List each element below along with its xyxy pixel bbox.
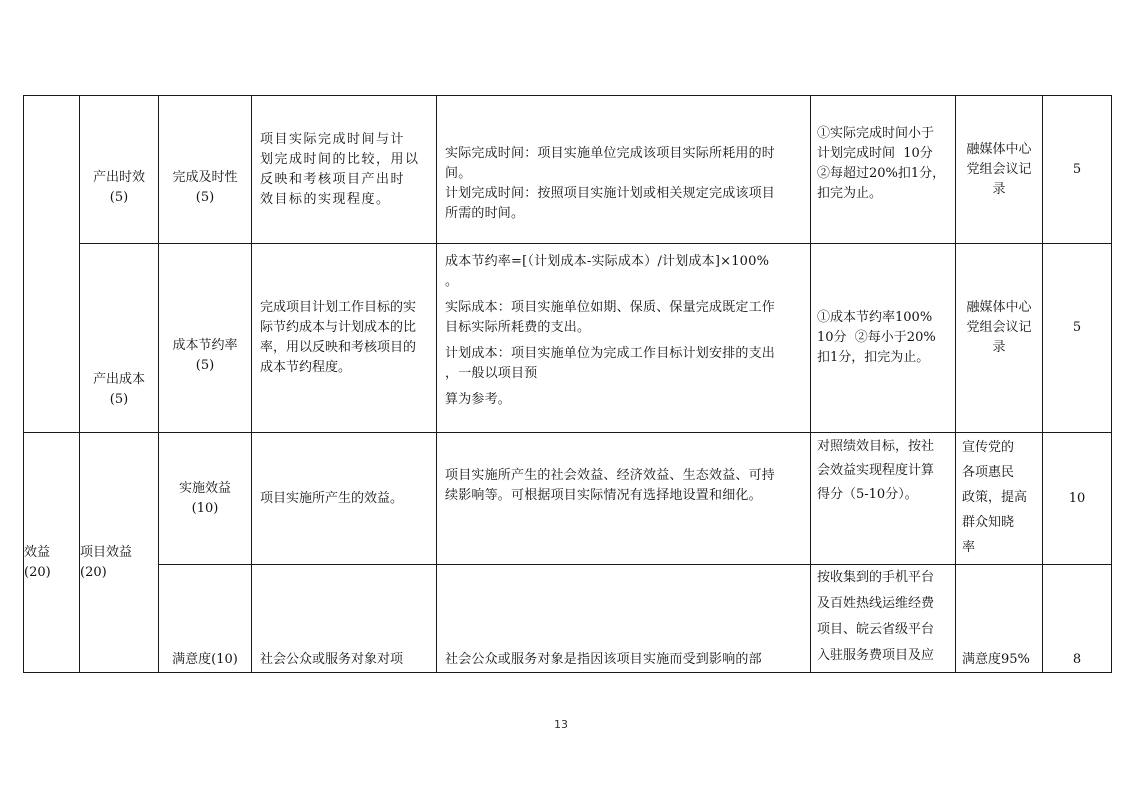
- scoring-line: 扣1分，扣完为止。: [817, 350, 930, 365]
- level3-cell: [159, 244, 252, 433]
- description-line: 项目实际完成时间与计: [260, 131, 406, 147]
- level3-label: 成本节约率 (5): [172, 338, 238, 373]
- description-line: 率，用以反映和考核项目的: [260, 340, 417, 355]
- level1-cell-empty: [24, 96, 80, 433]
- evidence-line: 录: [992, 181, 1006, 197]
- scoring-line: ②每超过20%扣1分，: [817, 166, 946, 181]
- scoring-line: 计划完成时间 10分: [817, 146, 933, 161]
- evidence-line: 融媒体中心: [966, 300, 1032, 315]
- scoring-cell: [811, 244, 956, 433]
- level3-label: 完成及时性 (5): [172, 169, 238, 205]
- level3-label: 满意度(10): [172, 652, 238, 667]
- criteria-line: 项目实施所产生的社会效益、经济效益、生态效益、可持: [445, 467, 776, 483]
- scoring-cell: [811, 565, 956, 673]
- level3-cell: [159, 96, 252, 244]
- criteria-line: ，一般以项目预: [445, 366, 538, 381]
- level3-label: 实施效益 (10): [178, 480, 231, 516]
- evidence-line: 各项惠民: [962, 465, 1015, 480]
- criteria-cell: [437, 433, 811, 565]
- level2-cell: [80, 96, 159, 244]
- scoring-line: 对照绩效目标，按社: [817, 439, 935, 454]
- level1-cell: [24, 433, 80, 673]
- performance-indicator-table: [23, 95, 1112, 673]
- criteria-line: 目标实际所耗费的支出。: [445, 320, 591, 335]
- scoring-line: 入驻服务费项目及应: [817, 648, 935, 663]
- scoring-cell: [811, 433, 956, 565]
- evidence-cell: [956, 565, 1043, 673]
- description-cell: [252, 433, 437, 565]
- criteria-cell: [437, 96, 811, 244]
- description-line: 划完成时间的比较，用以: [260, 151, 420, 167]
- description-line: 成本节约程度。: [260, 360, 352, 375]
- evidence-cell: [956, 96, 1043, 244]
- evidence-line: 录: [992, 340, 1006, 355]
- criteria-line: 成本节约率=[（计划成本-实际成本）/计划成本]×100%: [445, 254, 770, 269]
- description-cell: [252, 96, 437, 244]
- description-cell: [252, 565, 437, 673]
- criteria-line: 间。: [445, 166, 472, 181]
- scoring-line: 扣完为止。: [817, 186, 883, 201]
- criteria-line: 续影响等。可根据项目实际情况有选择地设置和细化。: [445, 487, 762, 503]
- evidence-line: 融媒体中心: [966, 141, 1032, 157]
- scoring-line: ①实际完成时间小于: [817, 126, 935, 141]
- scoring-line: 会效益实现程度计算: [817, 463, 935, 478]
- evidence-line: 群众知晓: [962, 515, 1015, 530]
- description-line: 反映和考核项目产出时: [260, 171, 406, 187]
- page-number: 13: [554, 718, 568, 731]
- table-row: [24, 433, 1112, 565]
- score-cell: 10: [1043, 433, 1112, 565]
- description-line: 社会公众或服务对象对项: [260, 652, 404, 667]
- criteria-line: 实际成本：项目实施单位如期、保质、保量完成既定工作: [445, 300, 776, 315]
- level2-cell: [80, 433, 159, 673]
- description-line: 效目标的实现程度。: [260, 191, 391, 207]
- level2-label: 产出时效 (5): [92, 169, 145, 205]
- criteria-line: 。: [445, 274, 459, 289]
- scoring-line: 项目、皖云省级平台: [817, 622, 935, 637]
- score-cell: [1043, 565, 1112, 673]
- level2-label: 项目效益 (20): [80, 544, 133, 580]
- criteria-line: 算为参考。: [445, 392, 512, 407]
- scoring-line: 及百姓热线运维经费: [817, 596, 935, 611]
- evidence-cell: [956, 433, 1043, 565]
- level2-cell: [80, 244, 159, 433]
- evidence-line: 率: [962, 540, 976, 555]
- score-cell: [1043, 244, 1112, 433]
- criteria-line: 社会公众或服务对象是指因该项目实施而受到影响的部: [445, 652, 762, 667]
- criteria-cell: [437, 565, 811, 673]
- scoring-line: ①成本节约率100%: [817, 310, 933, 325]
- table-row: [24, 244, 1112, 433]
- evidence-line: 满意度95%: [962, 652, 1030, 667]
- description-line: 完成项目计划工作目标的实: [260, 300, 417, 315]
- table-row: [24, 565, 1112, 673]
- level3-cell: [159, 565, 252, 673]
- criteria-line: 计划成本：项目实施单位为完成工作目标计划安排的支出: [445, 346, 776, 361]
- scoring-line: 得分（5-10分）。: [817, 487, 918, 502]
- description-cell: [252, 244, 437, 433]
- level2-label: 产出成本 (5): [92, 372, 145, 407]
- criteria-line: 所需的时间。: [445, 206, 525, 221]
- score-cell: 5: [1043, 96, 1112, 244]
- score-value: 5: [1072, 320, 1082, 335]
- table-row: [24, 96, 1112, 244]
- criteria-line: 实际完成时间：项目实施单位完成该项目实际所耗用的时: [445, 146, 776, 161]
- level3-cell: [159, 433, 252, 565]
- scoring-line: 按收集到的手机平台: [817, 570, 935, 585]
- criteria-cell: [437, 244, 811, 433]
- evidence-line: 党组会议记: [966, 161, 1032, 177]
- scoring-line: 10分 ②每小于20%: [817, 330, 936, 345]
- scoring-cell: [811, 96, 956, 244]
- evidence-line: 党组会议记: [966, 320, 1032, 335]
- criteria-line: 计划完成时间：按照项目实施计划或相关规定完成该项目: [445, 186, 776, 201]
- description-line: 项目实施所产生的效益。: [260, 490, 404, 506]
- evidence-line: 政策，提高: [962, 490, 1028, 505]
- score-value: 8: [1072, 652, 1082, 667]
- description-line: 际节约成本与计划成本的比: [260, 320, 417, 335]
- level1-label: 效益 (20): [24, 544, 51, 580]
- evidence-cell: [956, 244, 1043, 433]
- evidence-line: 宣传党的: [962, 440, 1015, 455]
